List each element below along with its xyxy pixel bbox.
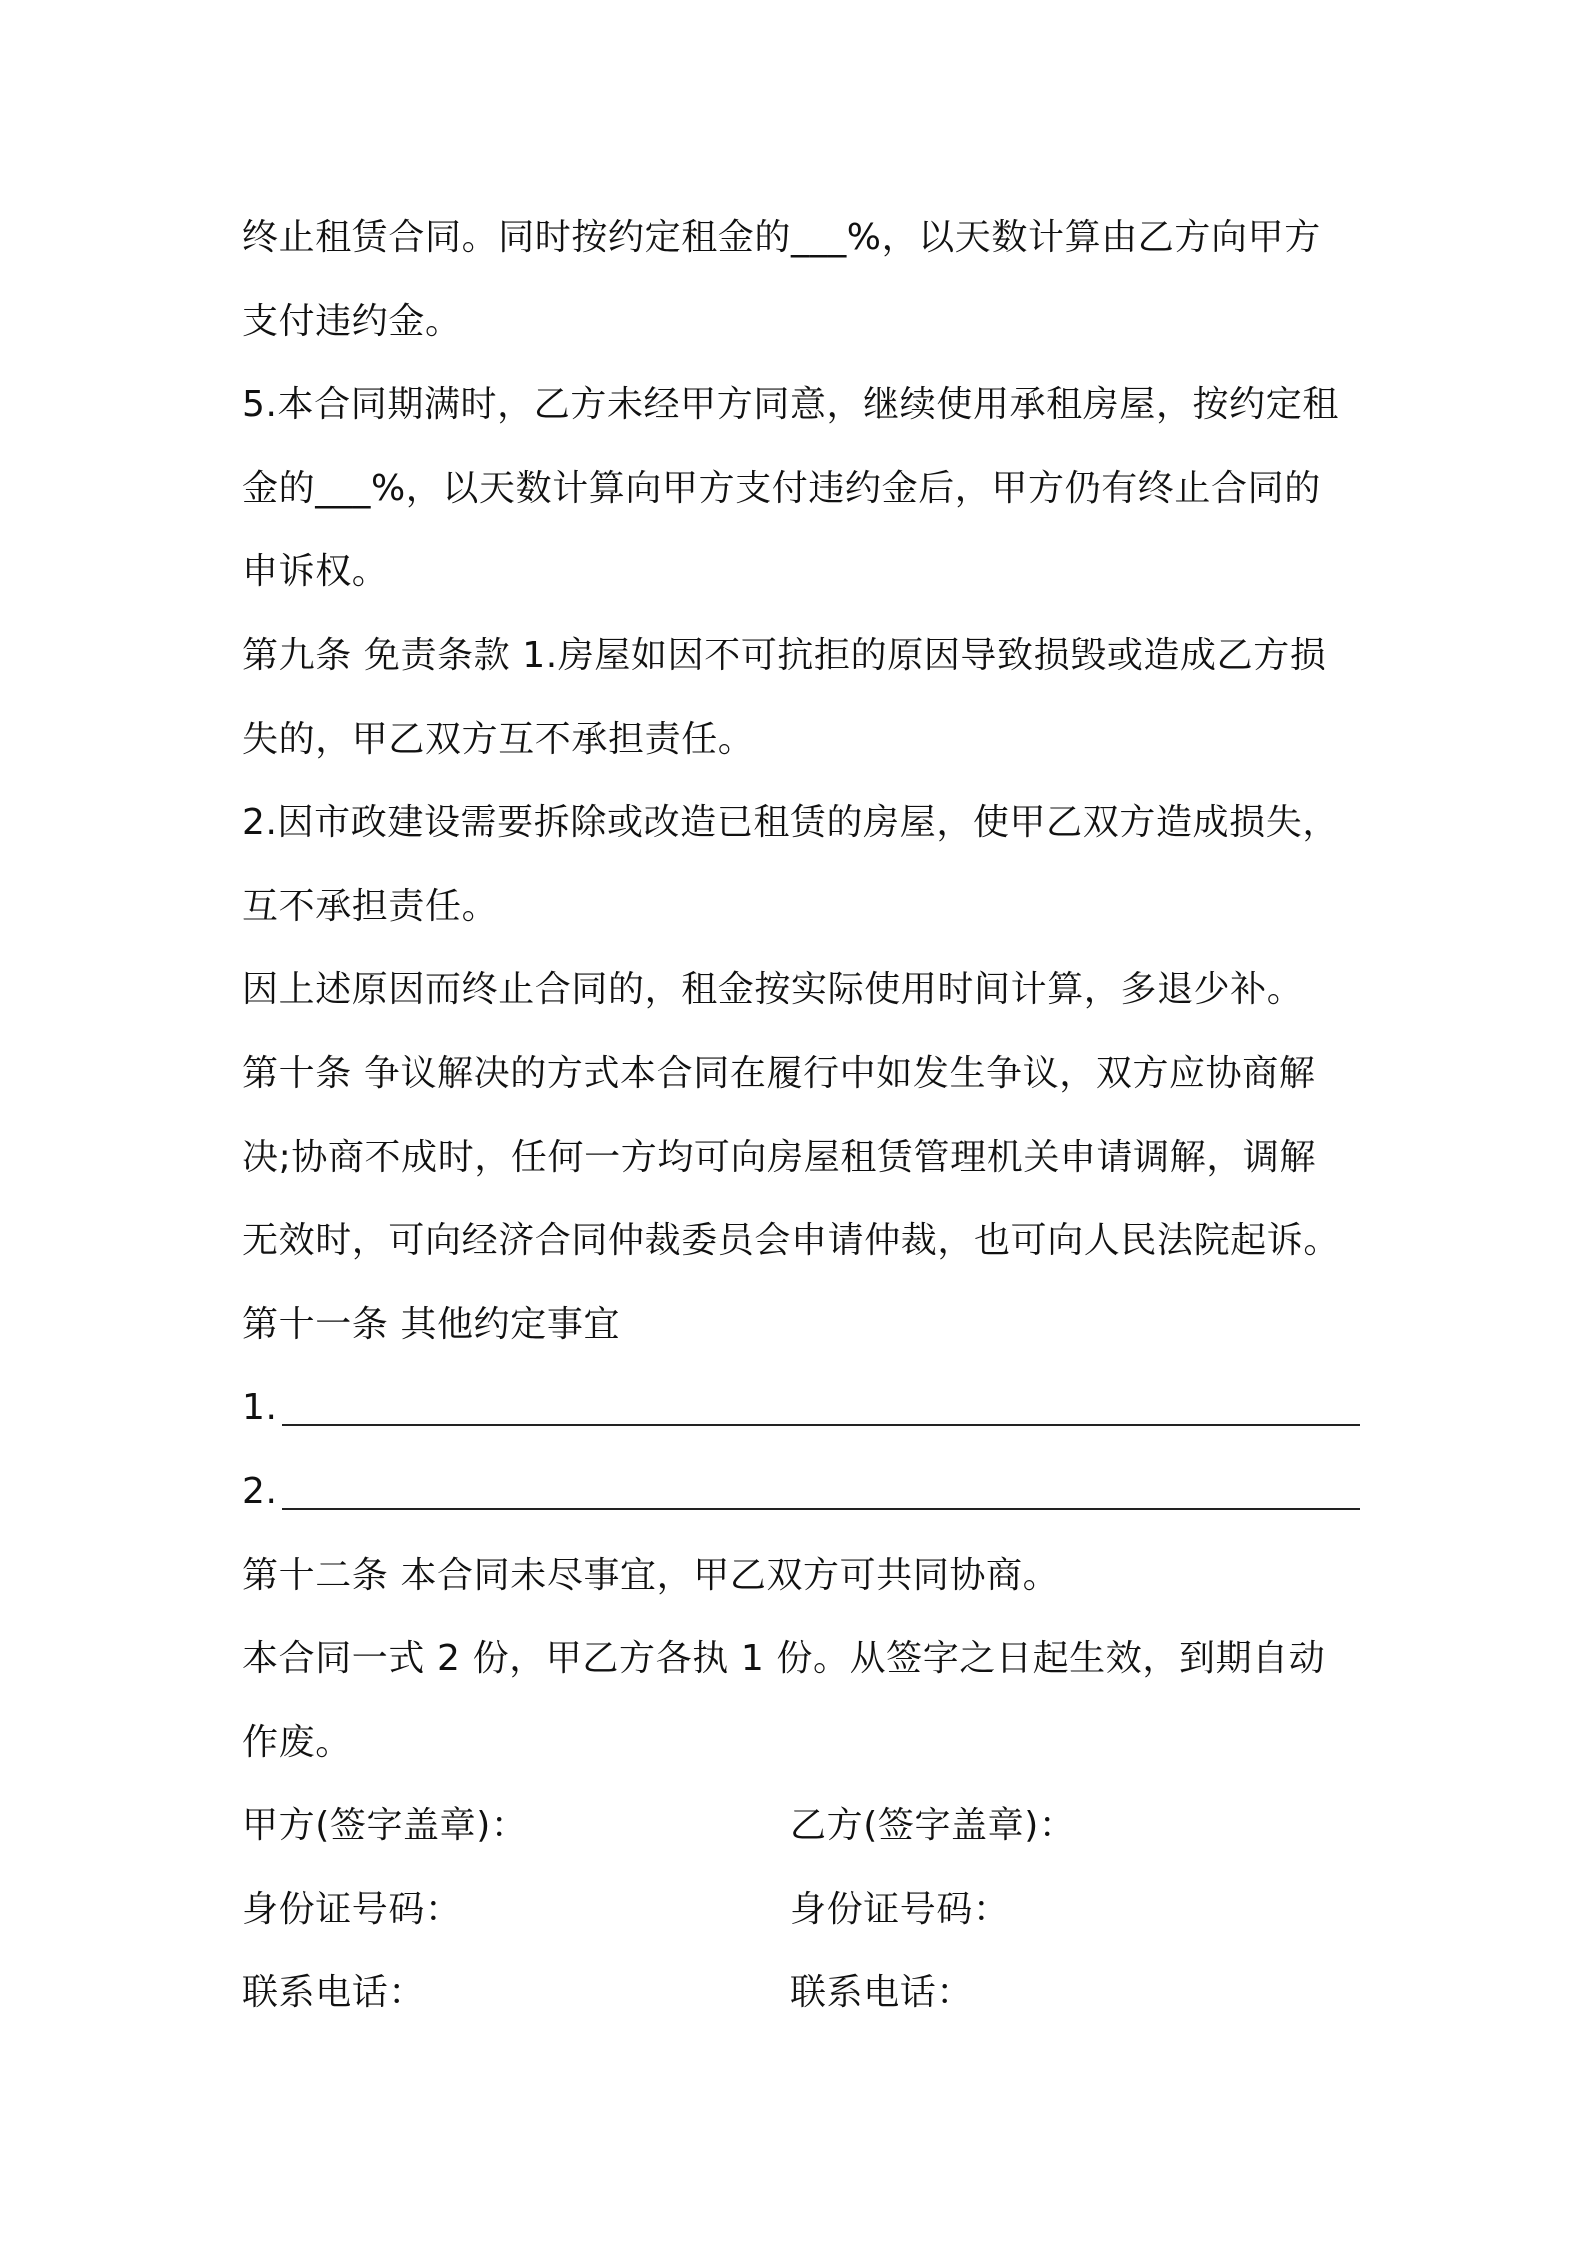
clause-ten-heading: 第十条 争议解决的方式本合同在履行中如发生争议，双方应协商解 — [242, 1052, 1316, 1094]
clause-twelve-heading: 第十二条 本合同未尽事宜，甲乙双方可共同协商。 — [242, 1554, 1060, 1596]
party-b-id-label: 身份证号码： — [790, 1888, 1010, 1930]
text-line: 决;协商不成时，任何一方均可向房屋租赁管理机关申请调解，调解 — [242, 1136, 1317, 1178]
text-line: 终止租赁合同。同时按约定租金的___%，以天数计算由乙方向甲方 — [242, 217, 1321, 258]
blank-underline — [282, 1488, 1360, 1510]
id-row — [242, 1868, 1360, 1952]
party-a-id-label: 身份证号码： — [242, 1888, 462, 1930]
blank-item-number: 1. — [242, 1387, 278, 1429]
text-line: 无效时，可向经济合同仲裁委员会申请仲裁，也可向人民法院起诉。 — [242, 1220, 1341, 1262]
text-line: 支付违约金。 — [242, 300, 462, 342]
contract-body — [242, 196, 1360, 2035]
party-b-signature-label: 乙方(签字盖章)： — [790, 1805, 1076, 1847]
phone-row — [242, 1951, 1360, 2035]
text-line: 因上述原因而终止合同的，租金按实际使用时间计算，多退少补。 — [242, 969, 1304, 1011]
blank-item-number: 2. — [242, 1470, 278, 1512]
party-a-phone-label: 联系电话： — [242, 1972, 426, 2014]
party-b-phone-label: 联系电话： — [790, 1972, 974, 2014]
clause-eleven-heading: 第十一条 其他约定事宜 — [242, 1303, 621, 1345]
text-line: 申诉权。 — [242, 551, 389, 593]
text-line: 本合同一式 2 份，甲乙方各执 1 份。从签字之日起生效，到期自动 — [242, 1638, 1326, 1680]
text-line: 2.因市政建设需要拆除或改造已租赁的房屋，使甲乙双方造成损失， — [242, 802, 1339, 844]
signature-row — [242, 1784, 1360, 1868]
blank-underline — [282, 1404, 1360, 1426]
party-a-signature-label: 甲方(签字盖章)： — [242, 1805, 528, 1847]
text-line: 失的，甲乙双方互不承担责任。 — [242, 718, 755, 760]
blank-item-2 — [242, 1450, 1360, 1534]
text-line: 互不承担责任。 — [242, 885, 499, 927]
clause-nine-heading: 第九条 免责条款 1.房屋如因不可抗拒的原因导致损毁或造成乙方损 — [242, 634, 1327, 676]
blank-item-1 — [242, 1366, 1360, 1450]
text-line: 5.本合同期满时，乙方未经甲方同意，继续使用承租房屋，按约定租 — [242, 384, 1339, 426]
text-line: 金的___%，以天数计算向甲方支付违约金后，甲方仍有终止合同的 — [242, 467, 1321, 509]
text-line: 作废。 — [242, 1721, 352, 1763]
